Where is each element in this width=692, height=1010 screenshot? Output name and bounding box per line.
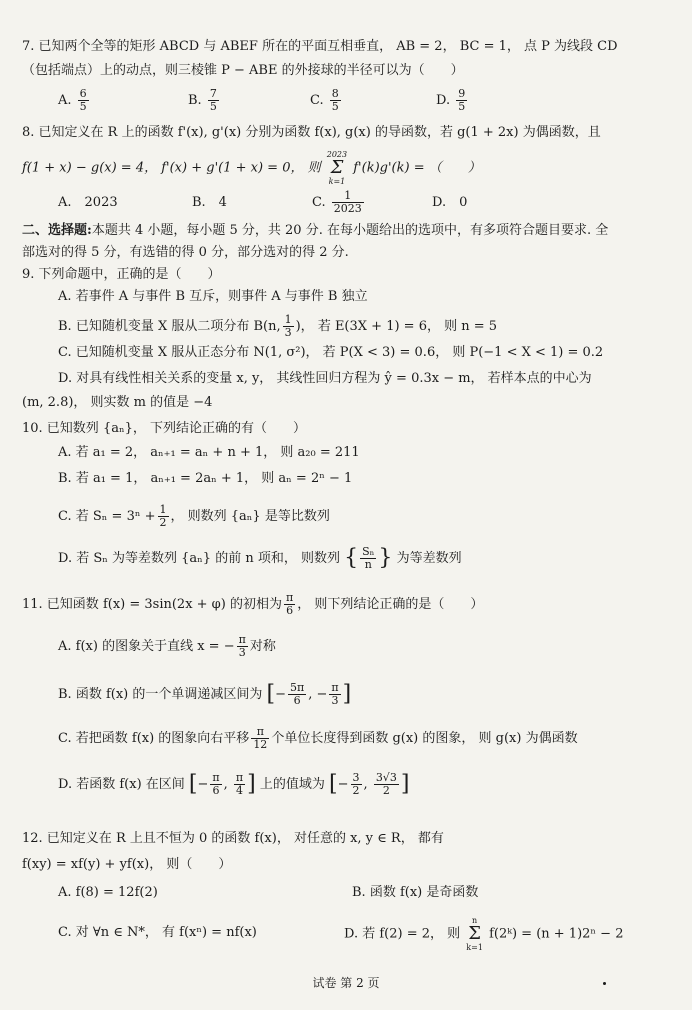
q7-option-a: A. $\frac{6}{5}$	[58, 87, 87, 113]
q7-option-d: D. $\frac{9}{5}$	[436, 87, 466, 113]
q7-stem-line1: 7. 已知两个全等的矩形 ABCD 与 ABEF 所在的平面互相垂直， AB = 2， BC = 1， 点 P 为线段 CD	[22, 39, 618, 54]
q7-option-c: C. $\frac{8}{5}$	[310, 87, 339, 113]
q10-option-a: A. 若 a₁ = 2， aₙ₊₁ = aₙ + n + 1， 则 a₂₀ = 211	[58, 445, 360, 460]
section2-line2: 部选对的得 5 分，有选错的得 0 分，部分选对的得 2 分.	[22, 245, 349, 260]
q9-option-c: C. 已知随机变量 X 服从正态分布 N(1, σ²)， 若 P(X < 3) = 0.6， 则 P(−1 < X < 1) = 0.2	[58, 345, 604, 360]
q11-option-a: A. f(x) 的图象关于直线 x = − $\frac{\pi}{3}$ 对称	[58, 633, 276, 659]
q12-option-d: D. 若 f(2) = 2， 则 n Σ k=1 f(2ᵏ) = (n + 1)2ⁿ − 2	[344, 916, 624, 952]
q12-stem-line1: 12. 已知定义在 R 上且不恒为 0 的函数 f(x)， 对任意的 x, y ∈ R， 都有	[22, 831, 444, 846]
q8-option-c: C. $\frac{1}{2023}$	[312, 189, 362, 215]
q7-stem-line2: （包括端点）上的动点，则三棱锥 P − ABE 的外接球的半径可以为（ ）	[22, 63, 464, 78]
q8-option-b: B. 4	[192, 195, 227, 210]
q9-option-a: A. 若事件 A 与事件 B 互斥，则事件 A 与事件 B 独立	[58, 289, 368, 304]
q8-option-a: A. 2023	[58, 195, 118, 210]
q9-option-d-line2: (m, 2.8)， 则实数 m 的值是 −4	[22, 395, 213, 410]
q9-option-b: B. 已知随机变量 X 服从二项分布 B(n, $\frac{1}{3}$ )， 若 E(3X + 1) = 6， 则 n = 5	[58, 313, 498, 339]
q9-stem: 9. 下列命题中，正确的是（ ）	[22, 267, 221, 282]
section2-header: 二、选择题:本题共 4 小题，每小题 5 分，共 20 分. 在每小题给出的选项中，有多项符合题目要求. 全	[22, 223, 609, 238]
summation: n Σ k=1	[466, 916, 483, 952]
q12-option-c: C. 对 ∀n ∈ N*， 有 f(xⁿ) = nf(x)	[58, 925, 257, 940]
q11-option-d: D. 若函数 f(x) 在区间 [− $\frac{\pi}{6}$ , $\frac{\pi}{4}$ ] 上的值域为 [− $\frac{3}{2}$ , $\frac{3√3}{2}$ ]	[58, 771, 410, 797]
stray-dot	[603, 982, 606, 985]
q8-stem-line1: 8. 已知定义在 R 上的函数 f'(x), g'(x) 分别为函数 f(x), g(x) 的导函数，若 g(1 + 2x) 为偶函数，且	[22, 125, 601, 140]
q12-option-a: A. f(8) = 12f(2)	[58, 885, 158, 900]
q8-stem-line2: f(1 + x) − g(x) = 4， f'(x) + g'(1 + x) = 0， 则 2023 Σ k=1 f'(k)g'(k) = （ ）	[22, 150, 481, 186]
q8-option-d: D. 0	[432, 195, 468, 210]
summation: 2023 Σ k=1	[326, 150, 348, 186]
q10-stem: 10. 已知数列 {aₙ}， 下列结论正确的有（ ）	[22, 421, 306, 436]
q12-option-b: B. 函数 f(x) 是奇函数	[352, 885, 479, 900]
q12-stem-line2: f(xy) = xf(y) + yf(x)， 则（ ）	[22, 857, 232, 872]
q10-option-d: D. 若 Sₙ 为等差数列 {aₙ} 的前 n 项和， 则数列 { $\frac{\text{Sₙ}}{n}$ } 为等差数列	[58, 545, 462, 571]
q10-option-c: C. 若 Sₙ = 3ⁿ + $\frac{1}{2}$ ， 则数列 {aₙ} 是等比数列	[58, 503, 330, 529]
q11-option-b: B. 函数 f(x) 的一个单调递减区间为 [− $\frac{5\pi}{6}$ , − $\frac{\pi}{3}$ ]	[58, 681, 352, 707]
q10-option-b: B. 若 a₁ = 1， aₙ₊₁ = 2aₙ + 1， 则 aₙ = 2ⁿ − 1	[58, 471, 353, 486]
q7-option-b: B. $\frac{7}{5}$	[188, 87, 217, 113]
q11-stem: 11. 已知函数 f(x) = 3sin(2x + φ) 的初相为 $\frac{\pi}{6}$ ， 则下列结论正确的是（ ）	[22, 591, 484, 617]
page-footer: 试卷 第 2 页	[312, 976, 380, 990]
q11-option-c: C. 若把函数 f(x) 的图象向右平移 $\frac{\pi}{12}$ 个单位长度得到函数 g(x) 的图象， 则 g(x) 为偶函数	[58, 725, 578, 751]
q9-option-d-line1: D. 对具有线性相关关系的变量 x, y， 其线性回归方程为 ŷ = 0.3x − m， 若样本点的中心为	[58, 371, 592, 386]
